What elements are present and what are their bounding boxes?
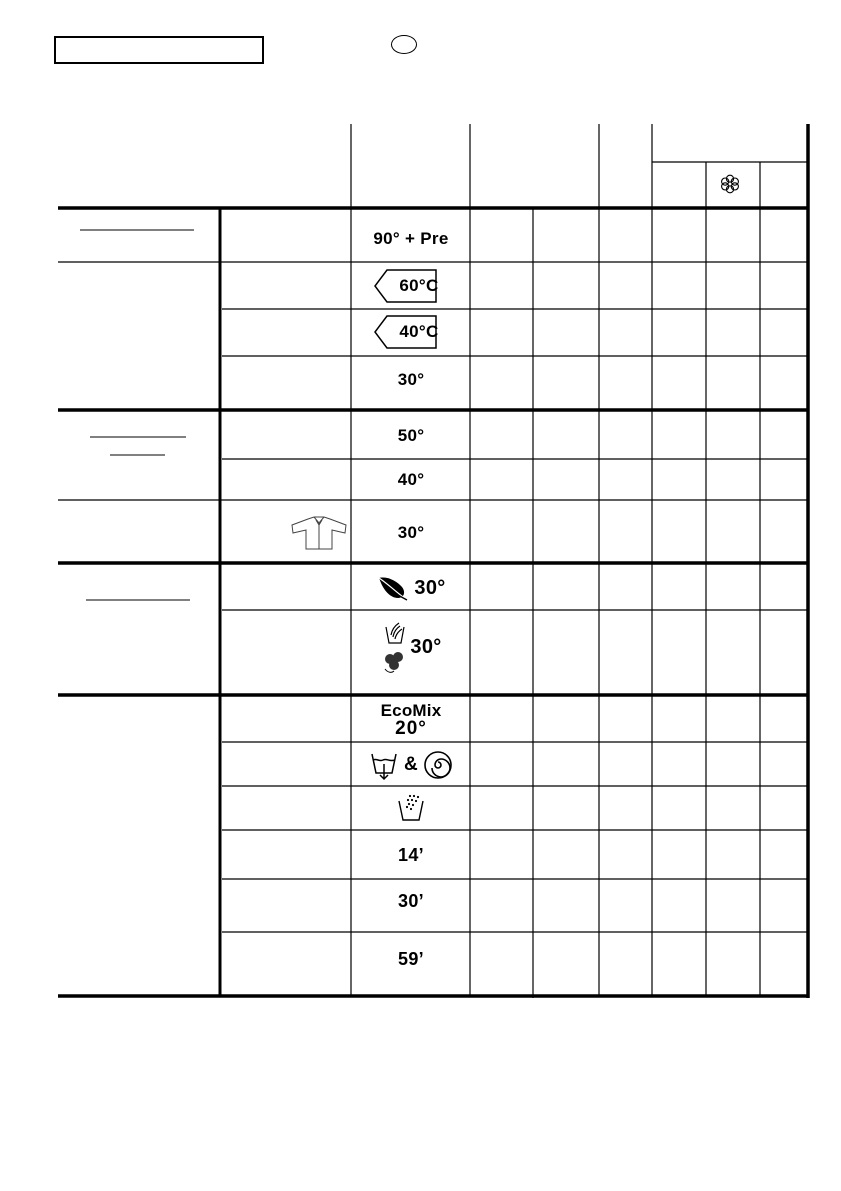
shirt-icon xyxy=(290,516,348,550)
program-label-row-14 xyxy=(352,886,470,916)
program-label-row-13 xyxy=(352,840,470,870)
program-text: 40°C xyxy=(399,322,439,341)
program-text: 40° xyxy=(397,470,425,489)
program-label-row-6 xyxy=(352,465,470,495)
program-label-row-15 xyxy=(352,944,470,974)
program-text: 50° xyxy=(397,426,425,445)
handwash-wool-icon xyxy=(380,619,408,675)
program-label-row-9 xyxy=(352,618,470,676)
program-text: & xyxy=(403,754,419,775)
program-label-row-11 xyxy=(352,748,470,782)
feather-icon xyxy=(376,574,410,602)
program-label-row-3 xyxy=(352,314,470,350)
program-text: 30° xyxy=(410,635,442,658)
ecomix-text: EcoMix xyxy=(380,701,442,720)
program-label-row-7 xyxy=(352,518,470,548)
program-text: 30’ xyxy=(398,890,424,911)
program-label-row-2 xyxy=(352,268,470,304)
program-label-row-12 xyxy=(352,791,470,825)
program-text: 60°C xyxy=(399,276,439,295)
program-text: 59’ xyxy=(398,948,424,969)
flower-softener-icon xyxy=(720,174,740,194)
program-label-row-5 xyxy=(352,421,470,451)
program-label-row-4 xyxy=(352,365,470,395)
program-text: 90° + Pre xyxy=(373,229,449,248)
program-label-row-8 xyxy=(352,572,470,604)
program-text: 14’ xyxy=(398,844,424,865)
program-text: 30° xyxy=(397,370,425,389)
rinse-icon xyxy=(396,793,426,823)
spin-icon xyxy=(423,750,453,780)
ecomix-temp: 20° xyxy=(395,718,427,739)
program-label-row-1 xyxy=(352,224,470,254)
program-text: 30° xyxy=(397,523,425,542)
program-text: 30° xyxy=(414,576,446,599)
drain-icon xyxy=(369,749,399,781)
program-label-row-10 xyxy=(352,702,470,738)
